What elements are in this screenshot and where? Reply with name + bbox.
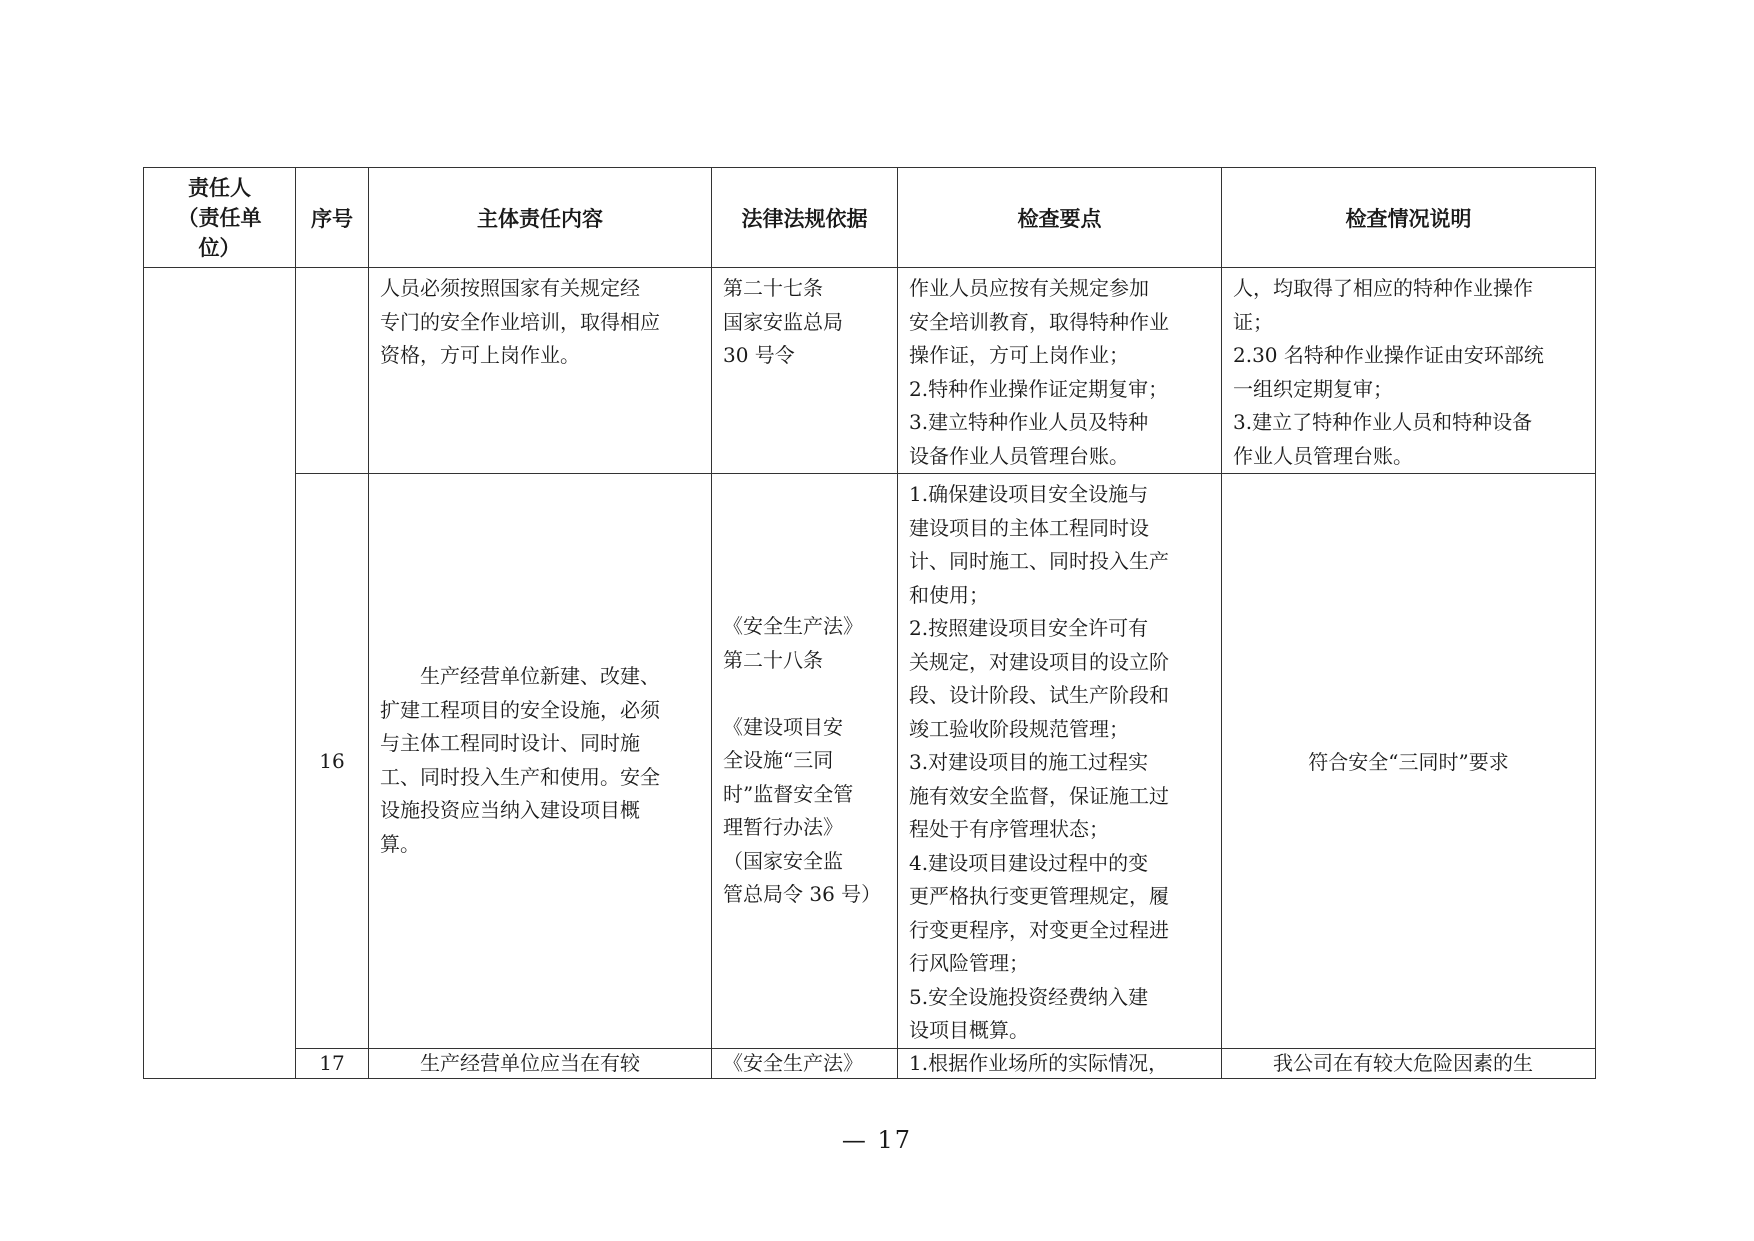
law-cell: 《安全生产法》 第二十八条 《建设项目安 全设施“三同 时”监督安全管 理暂行办法》 （国家安全监 管总局令 36 号） — [712, 474, 898, 1049]
responsibility-table — [143, 167, 1596, 1079]
points-cell: 作业人员应按有关规定参加 安全培训教育，取得特种作业 操作证，方可上岗作业； 2.特种作业操作证定期复审； 3.建立特种作业人员及特种 设备作业人员管理台账。 — [898, 268, 1222, 474]
page-number: — 17 — [841, 1126, 913, 1154]
header-law: 法律法规依据 — [712, 168, 898, 268]
header-result: 检查情况说明 — [1222, 168, 1596, 268]
seq-cell: 16 — [296, 474, 369, 1049]
header-seq: 序号 — [296, 168, 369, 268]
table-row — [144, 1048, 1596, 1078]
header-responsible: 责任人 （责任单 位） — [144, 168, 296, 268]
result-cell: 符合安全“三同时”要求 — [1222, 474, 1596, 1049]
table-row — [144, 474, 1596, 1049]
content-cell: 生产经营单位应当在有较 — [369, 1048, 712, 1078]
result-cell: 人，均取得了相应的特种作业操作 证； 2.30 名特种作业操作证由安环部统 一组织定期复审； 3.建立了特种作业人员和特种设备 作业人员管理台账。 — [1222, 268, 1596, 474]
header-points: 检查要点 — [898, 168, 1222, 268]
law-cell: 《安全生产法》 — [712, 1048, 898, 1078]
table-row — [144, 268, 1596, 474]
result-cell: 我公司在有较大危险因素的生 — [1222, 1048, 1596, 1078]
law-cell: 第二十七条 国家安监总局 30 号令 — [712, 268, 898, 474]
content-cell: 生产经营单位新建、改建、 扩建工程项目的安全设施，必须 与主体工程同时设计、同时施 工、同时投入生产和使用。安全 设施投资应当纳入建设项目概 算。 — [369, 474, 712, 1049]
seq-cell: 17 — [296, 1048, 369, 1078]
points-cell: 1.根据作业场所的实际情况， — [898, 1048, 1222, 1078]
header-content: 主体责任内容 — [369, 168, 712, 268]
seq-cell — [296, 268, 369, 474]
table-header-row — [144, 168, 1596, 268]
content-cell: 人员必须按照国家有关规定经 专门的安全作业培训，取得相应 资格，方可上岗作业。 — [369, 268, 712, 474]
responsible-cell — [144, 268, 296, 1079]
points-cell: 1.确保建设项目安全设施与 建设项目的主体工程同时设 计、同时施工、同时投入生产 和使用； 2.按照建设项目安全许可有 关规定，对建设项目的设立阶 段、设计阶段、试生产阶段和 竣工验收阶段规范管理； 3.对建设项目的施工过程实 施有效安全监督，保证施工过 程处于有序管理状态； 4.建设项目建设过程中的变 更严格执行变更管理规定，履 行变更程序，对变更全过程进 行风险管理； 5.安全设施投资经费纳入建 设项目概算。 — [898, 474, 1222, 1049]
